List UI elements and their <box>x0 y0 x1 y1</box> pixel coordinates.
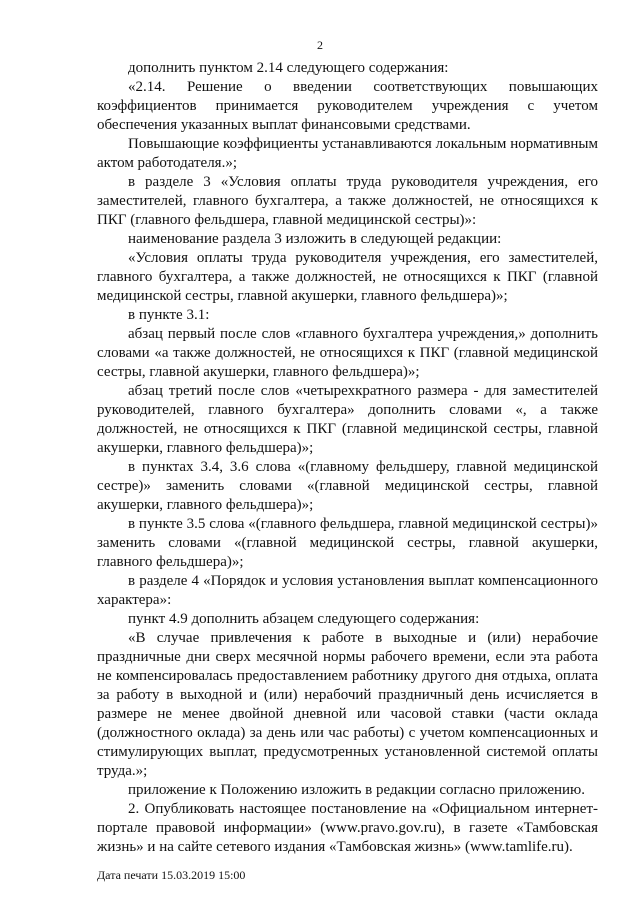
paragraph: Повышающие коэффициенты устанавливаются локальным нормативным актом работодателя.»; <box>97 136 598 171</box>
page-number: 2 <box>317 38 323 52</box>
paragraph: в разделе 3 «Условия оплаты труда руководителя учреждения, его заместителей, главного бухгалтера, а также должностей, не относящихся к ПКГ (главного фельдшера, главной медицинской сестры)»: <box>97 174 598 228</box>
print-date: Дата печати 15.03.2019 15:00 <box>97 868 246 882</box>
paragraph: абзац первый после слов «главного бухгалтера учреждения,» дополнить словами «а также должностей, не относящихся к ПКГ (главной медицинской сестры, главной акушерки, главного фельдшера)»; <box>97 326 598 380</box>
paragraph: «2.14. Решение о введении соответствующих повышающих коэффициентов принимается руководителем учреждения с учетом обеспечения указанных выплат финансовыми средствами. <box>97 79 598 133</box>
paragraph: в пунктах 3.4, 3.6 слова «(главному фельдшеру, главной медицинской сестре)» заменить словами «(главной медицинской сестры, главной акушерки, главного фельдшера)»; <box>97 459 598 513</box>
paragraph: дополнить пунктом 2.14 следующего содержания: <box>128 60 449 76</box>
paragraph: «Условия оплаты труда руководителя учреждения, его заместителей, главного бухгалтера, а также должностей, не относящихся к ПКГ (главной медицинской сестры, главной акушерки, главного фельдшера)»; <box>97 250 598 304</box>
paragraph: в пункте 3.5 слова «(главного фельдшера, главной медицинской сестры)» заменить словами «(главной медицинской сестры, главной акушерки, главного фельдшера)»; <box>97 516 598 570</box>
paragraph: в разделе 4 «Порядок и условия установления выплат компенсационного характера»: <box>97 573 598 608</box>
paragraph: в пункте 3.1: <box>128 307 210 323</box>
paragraph: приложение к Положению изложить в редакции согласно приложению. <box>128 782 586 798</box>
paragraph: пункт 4.9 дополнить абзацем следующего содержания: <box>128 611 480 627</box>
paragraph: «В случае привлечения к работе в выходные и (или) нерабочие праздничные дни сверх месячной нормы рабочего времени, если эта работа не компенсировалась предоставлением работнику другого дня отдыха, оплата за работу в выходной и (или) нерабочий праздничный день исчисляется в размере не менее двойной дневной или часовой ставки (части оклада (должностного оклада) за день или час работы) с учетом компенсационных и стимулирующих выплат, предусмотренных установленной системой оплаты труда.»; <box>97 630 598 779</box>
paragraph: наименование раздела 3 изложить в следующей редакции: <box>128 231 502 247</box>
paragraph: 2. Опубликовать настоящее постановление на «Официальном интернет-портале правовой информации» (www.pravo.gov.ru), в газете «Тамбовская жизнь» и на сайте сетевого издания «Тамбовская жизнь» (www.tamlife.ru). <box>97 801 598 855</box>
document-body <box>97 59 598 857</box>
paragraph: абзац третий после слов «четырехкратного размера - для заместителей руководителей, главного бухгалтера» дополнить словами «, а также должностей, не относящихся к ПКГ (главной медицинской сестры, главной акушерки, главного фельдшера)»; <box>97 383 598 456</box>
